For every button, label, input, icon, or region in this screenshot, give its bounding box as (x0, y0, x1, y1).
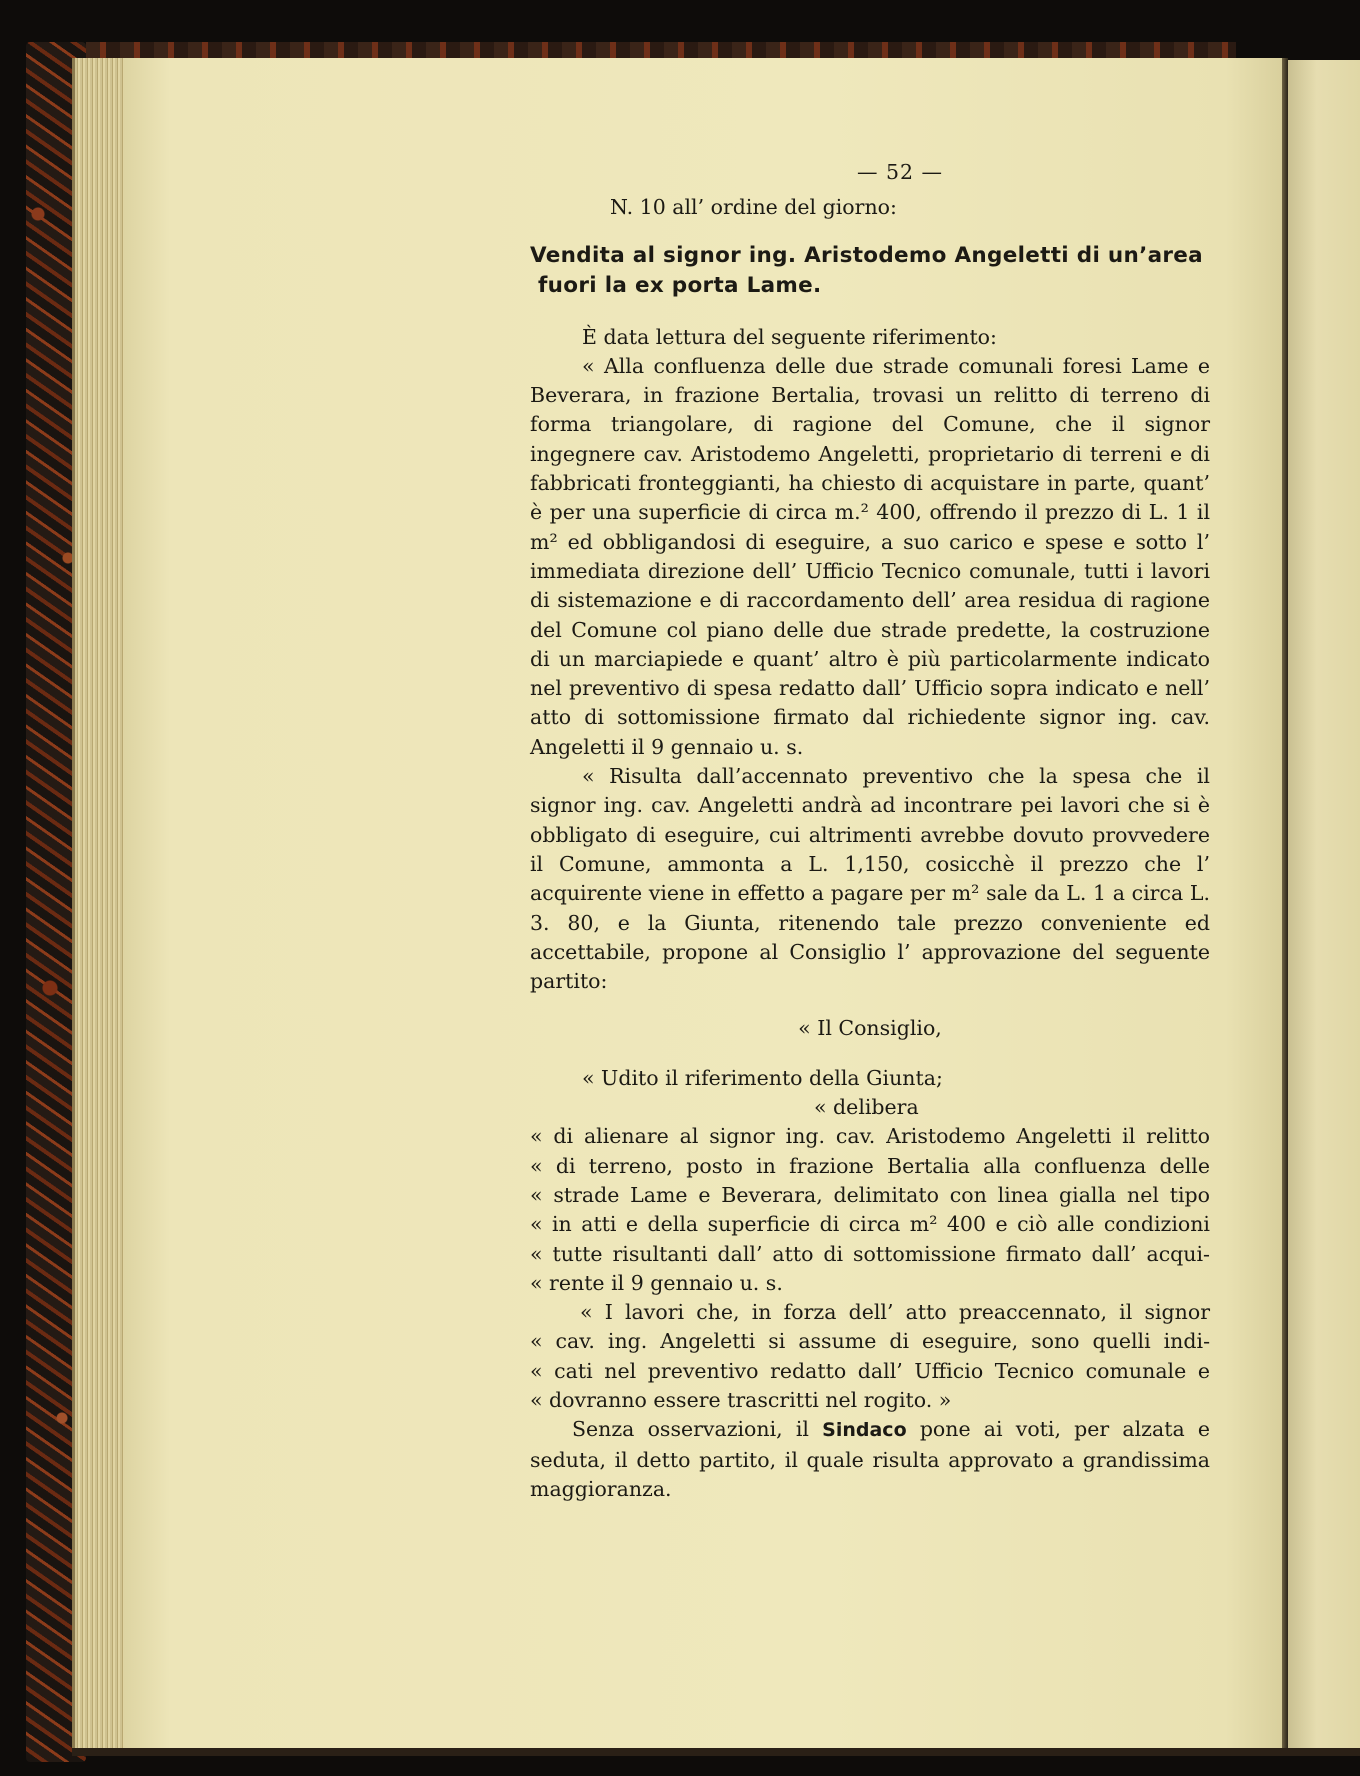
heading-line-2: fuori la ex porta Lame. (538, 272, 822, 298)
page-text (530, 158, 1210, 1504)
closing-paragraph (530, 1415, 1210, 1504)
paragraph-1: « Alla confluenza delle due strade comunali foresi Lame e Beverara, in frazione Bertalia, trovasi un relitto di terreno di forma triangolare, di ragione del Comune, che il signor ingegnere cav. Aristodemo Angeletti, proprietario di terreni e di fabbricati fronteggianti, ha chiesto di acquistare in parte, quant’ è per una superficie di circa m.² 400, offrendo il prezzo di L. 1 il m² ed obbligandosi di eseguire, a suo carico e spese e sotto l’ immediata direzione dell’ Ufficio Tecnico comunale, tutti i lavori di sistemazione e di raccordamento dell’ area residua di ragione del Comune col piano delle due strade predette, la costruzione di un marciapiede e quant’ altro è più particolarmente indicato nel preventivo di spesa redatto dall’ Ufficio sopra indicato e nell’ atto di sottomissione firmato dal richiedente signor ing. cav. Angeletti il 9 gennaio u. s. (530, 353, 1210, 759)
resolution-line: « di alienare al signor ing. cav. Aristodemo Angeletti il relitto (530, 1124, 1210, 1149)
works-line: « cav. ing. Angeletti si assume di eseguire, sono quelli indi- (530, 1329, 1210, 1354)
page-stack-edges (72, 58, 131, 1753)
resolution-line: « di terreno, posto in frazione Bertalia alla confluenza delle (530, 1153, 1210, 1178)
intro-line: È data lettura del seguente riferimento: (582, 324, 997, 349)
closing-sindaco: Sindaco (822, 1419, 907, 1442)
resolution-line: « rente il 9 gennaio u. s. (530, 1270, 783, 1295)
closing-after: pone ai voti, per alzata e seduta, il detto partito, il quale risulta approvato a grandissima maggioranza. (530, 1417, 1210, 1501)
agenda-item: N. 10 all’ ordine del giorno: (610, 195, 897, 220)
resolution-block (530, 1122, 1210, 1298)
section-heading (530, 241, 1210, 301)
resolution-line: « tutte risultanti dall’ atto di sottomissione firmato dall’ acqui- (530, 1241, 1210, 1266)
closing-before: Senza osservazioni, il (572, 1417, 809, 1442)
delibera-line: « delibera (814, 1095, 919, 1120)
udito-line: « Udito il riferimento della Giunta; (582, 1065, 943, 1090)
heading-line-1: Vendita al signor ing. Aristodemo Angeletti di un’area (530, 242, 1203, 268)
works-line: « dovranno essere trascritti nel rogito. » (530, 1387, 952, 1412)
works-line: « cati nel preventivo redatto dall’ Ufficio Tecnico comunale e (530, 1358, 1210, 1383)
page-number: — 52 — (856, 160, 944, 184)
resolution-line: « in atti e della superficie di circa m² 400 e ciò alle condizioni (530, 1212, 1210, 1237)
consiglio-line: « Il Consiglio, (798, 1016, 942, 1041)
works-block (530, 1298, 1210, 1415)
paragraph-2: « Risulta dall’accennato preventivo che la spesa che il signor ing. cav. Angeletti andrà ad incontrare pei lavori che si è obbligato di eseguire, cui altrimenti avrebbe dovuto provvedere il Comune, ammonta a L. 1,150, cosicchè il prezzo che l’ acquirente viene in effetto a pagare per m² sale da L. 1 a circa L. 3. 80, e la Giunta, ritenendo tale prezzo conveniente ed accettabile, propone al Consiglio l’ approvazione del seguente partito: (530, 764, 1210, 994)
book-bottom-edge (72, 1748, 1360, 1756)
works-line: « I lavori che, in forza dell’ atto preaccennato, il signor (580, 1300, 1210, 1325)
resolution-line: « strade Lame e Beverara, delimitato con linea gialla nel tipo (530, 1182, 1210, 1207)
facing-page-edge (1288, 60, 1360, 1753)
